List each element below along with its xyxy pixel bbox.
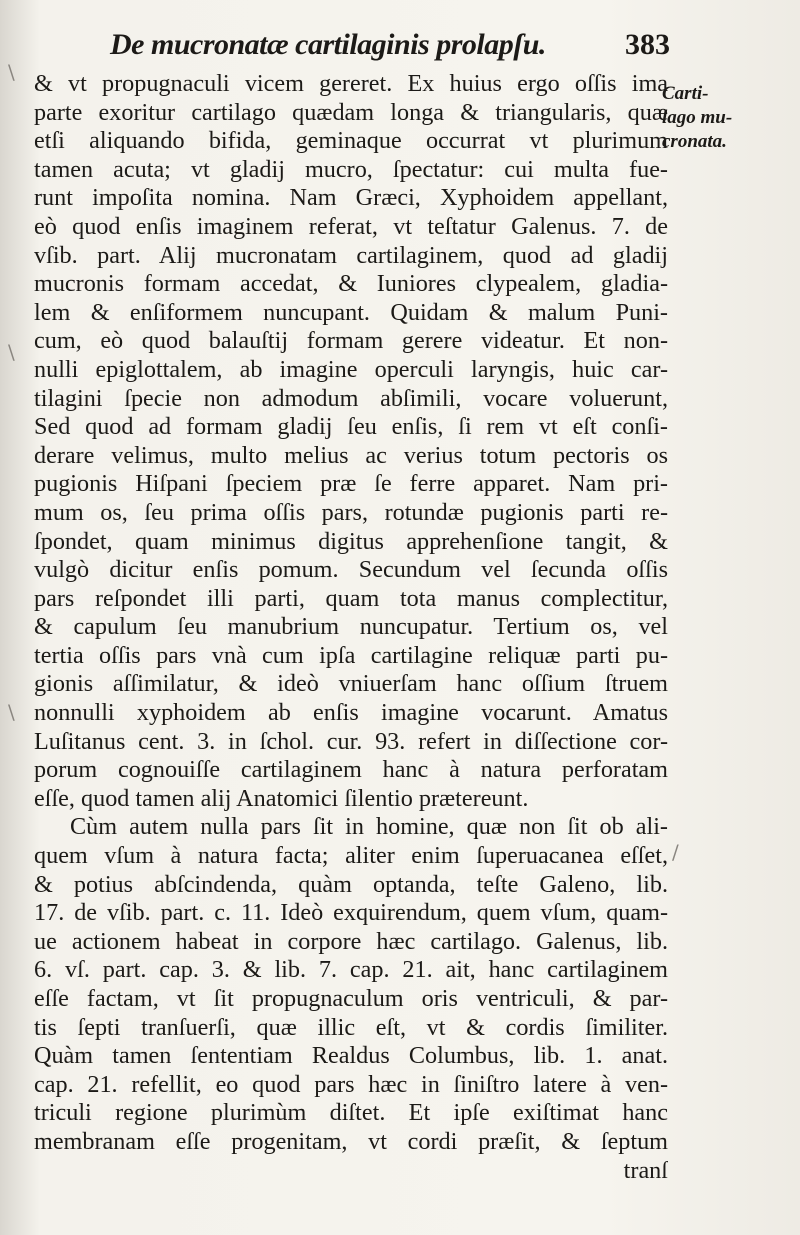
text-line: quem vſum à natura facta; aliter enim ſuperuacanea eſſet,: [34, 842, 668, 870]
text-line: porum cognouiſſe cartilaginem hanc à natura perforatam: [34, 756, 668, 784]
text-line: 17. de vſib. part. c. 11. Ideò exquirendum, quem vſum, quam-: [34, 899, 668, 927]
text-line: & vt propugnaculi vicem gereret. Ex huius ergo oſſis ima: [34, 70, 668, 97]
text-line: cum, eò quod balauſtij formam gerere videatur. Et non-: [34, 327, 668, 355]
page-edge-mark: \: [8, 60, 15, 84]
margin-note: [662, 82, 762, 154]
margin-note-line: lago mu-: [662, 107, 733, 128]
catchword: tranſ: [623, 1156, 668, 1184]
text-line: triculi regione plurimùm diſtet. Et ipſe exiſtimat hanc: [34, 1099, 668, 1127]
text-line: gionis aſſimilatur, & ideò vniuerſam hanc oſſium ſtruem: [34, 670, 668, 698]
text-line: nonnulli xyphoidem ab enſis imagine vocarunt. Amatus: [34, 699, 668, 727]
text-line: lem & enſiformem nuncupant. Quidam & malum Puni-: [34, 298, 668, 326]
text-line: nulli epiglottalem, ab imagine operculi laryngis, huic car-: [34, 355, 668, 383]
text-line: ue actionem habeat in corpore hæc cartilago. Galenus, lib.: [34, 927, 668, 955]
text-line: pugionis Hiſpani ſpeciem præ ſe ferre apparet. Nam pri-: [34, 470, 668, 498]
text-line: & potius abſcindenda, quàm optanda, teſte Galeno, lib.: [34, 870, 668, 898]
text-line: Sed quod ad formam gladij ſeu enſis, ſi rem vt eſt conſi-: [34, 413, 668, 441]
text-line: Luſitanus cent. 3. in ſchol. cur. 93. refert in diſſectione cor-: [34, 727, 668, 755]
text-line: etſi aliquando bifida, geminaque occurrat vt plurimum: [34, 127, 668, 155]
text-line: vſib. part. Alij mucronatam cartilaginem, quod ad gladij: [34, 241, 668, 269]
text-line: pars reſpondet illi parti, quam tota manus complectitur,: [34, 584, 668, 612]
text-line: 6. vſ. part. cap. 3. & lib. 7. cap. 21. ait, hanc cartilaginem: [34, 956, 668, 984]
page-edge-mark: /: [672, 840, 679, 864]
text-line: eſſe factam, vt ſit propugnaculum oris ventriculi, & par-: [34, 985, 668, 1012]
text-line: Cùm autem nulla pars ſit in homine, quæ non ſit ob ali-: [70, 813, 668, 841]
text-line: cap. 21. refellit, eo quod pars hæc in ſiniſtro latere à ven-: [34, 1070, 668, 1098]
page-number: 383: [625, 28, 670, 61]
text-line: tis ſepti tranſuerſi, quæ illic eſt, vt & cordis ſimiliter.: [34, 1013, 668, 1041]
text-line: eſſe, quod tamen alij Anatomici ſilentio prætereunt.: [34, 784, 529, 812]
text-line: mum os, ſeu prima oſſis pars, rotundæ pugionis parti re-: [34, 498, 668, 526]
text-line: mucronis formam accedat, & Iuniores clypealem, gladia-: [34, 270, 668, 298]
text-line: vulgò dicitur enſis pomum. Secundum vel ſecunda oſſis: [34, 556, 668, 584]
text-line: parte exoritur cartilago quædam longa & triangularis, quæ: [34, 98, 668, 126]
body-text: [34, 70, 668, 1185]
page-edge-mark: \: [8, 340, 15, 364]
margin-note-line: cronata.: [662, 131, 727, 152]
text-line: & capulum ſeu manubrium nuncupatur. Tertium os, vel: [34, 613, 668, 641]
text-line: membranam eſſe progenitam, vt cordi præſit, & ſeptum: [34, 1127, 668, 1155]
text-line: eò quod enſis imaginem referat, vt teſtatur Galenus. 7. de: [34, 212, 668, 240]
text-line: ſpondet, quam minimus digitus apprehenſione tangit, &: [34, 527, 668, 555]
text-line: Quàm tamen ſententiam Realdus Columbus, lib. 1. anat.: [34, 1042, 668, 1070]
page-header: [110, 28, 670, 62]
running-title: De mucronatæ cartilaginis prolapſu.: [110, 28, 546, 61]
page-edge-mark: \: [8, 700, 15, 724]
margin-note-line: Carti-: [662, 83, 709, 104]
text-line: tertia oſſis pars vnà cum ipſa cartilagine reliquæ parti pu-: [34, 641, 668, 669]
text-line: tilagini ſpecie non admodum abſimili, vocare voluerunt,: [34, 384, 668, 412]
text-line: tamen acuta; vt gladij mucro, ſpectatur: cui multa fue-: [34, 155, 668, 183]
text-line: runt impoſita nomina. Nam Græci, Xyphoidem appellant,: [34, 184, 668, 212]
text-line: derare velimus, multo melius ac verius totum pectoris os: [34, 441, 668, 469]
